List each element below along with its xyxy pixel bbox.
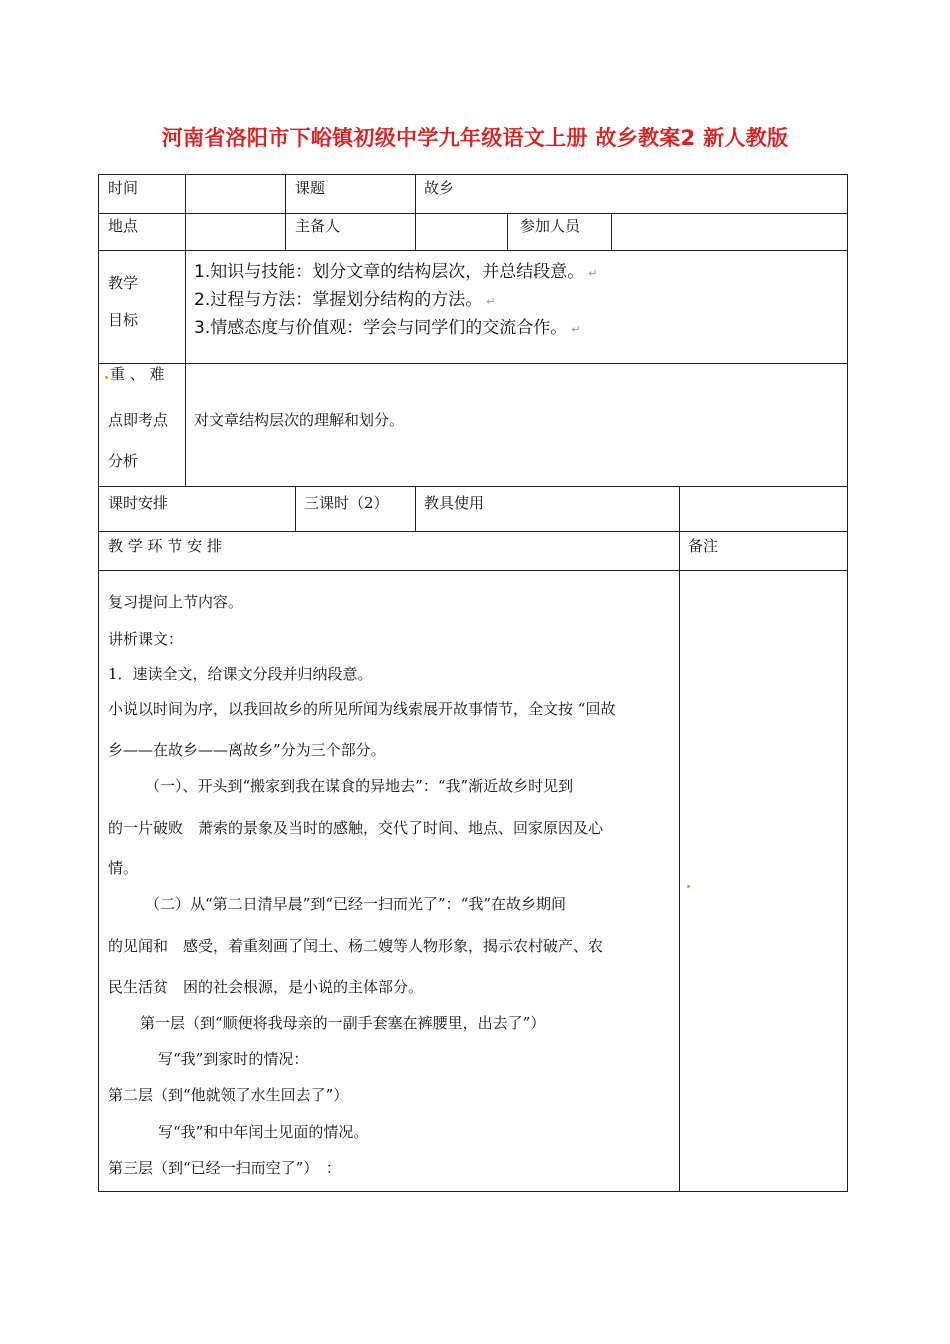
col-divider [185, 175, 186, 486]
body-line: 小说以时间为序，以我回故乡的所见所闻为线索展开故事情节，全文按 “回故 [108, 700, 616, 718]
topic-value: 故乡 [424, 179, 455, 197]
col-divider [611, 213, 612, 250]
focus-content: 对文章结构层次的理解和划分。 [194, 411, 405, 429]
goals-label-line-1: 教学 [108, 274, 139, 292]
body-line: 的一片破败 萧索的景象及当时的感触，交代了时间、地点、回家原因及心 [108, 819, 604, 837]
return-mark-icon: ↵ [486, 295, 496, 308]
body-line: 的见闻和 感受，着重刻画了闰土、杨二嫂等人物形象，揭示农村破产、农 [108, 937, 604, 955]
row-divider [99, 531, 847, 532]
arrangement-label: 教 学 环 节 安 排 [108, 537, 222, 555]
body-line: 第二层（到“他就领了水生回去了”） [108, 1086, 349, 1104]
participants-label: 参加人员 [520, 217, 581, 235]
goal-item-2: 2.过程与方法：掌握划分结构的方法。 ↵ [194, 290, 496, 310]
return-mark-icon: ↵ [571, 323, 581, 336]
body-line: 1．速读全文，给课文分段并归纳段意。 [108, 665, 373, 683]
col-divider [285, 175, 286, 250]
body-line: 情。 [108, 859, 139, 877]
schedule-label: 课时安排 [108, 494, 169, 512]
body-line: 乡——在故乡——离故乡”分为三个部分。 [108, 741, 386, 759]
body-line: 写“我”到家时的情况： [158, 1050, 309, 1068]
goals-label-line-2: 目标 [108, 311, 139, 329]
col-divider [415, 486, 416, 531]
body-line: 第一层（到“顺便将我母亲的一副手套塞在裤腰里，出去了”） [140, 1014, 546, 1032]
col-divider [679, 486, 680, 1192]
marker-dot [687, 885, 690, 888]
focus-label-line-1: 重 、 难 [110, 365, 165, 383]
row-divider [99, 363, 847, 364]
notes-label: 备注 [688, 537, 719, 555]
focus-label-line-2: 点即考点 [108, 411, 169, 429]
return-mark-icon: ↵ [588, 267, 598, 280]
row-divider [99, 250, 847, 251]
goal-item-3: 3.情感态度与价值观：学会与同学们的交流合作。 ↵ [194, 318, 581, 338]
marker-dot [105, 376, 108, 379]
row-divider [99, 213, 847, 214]
time-label: 时间 [108, 179, 139, 197]
row-divider [99, 570, 847, 571]
body-line: 复习提问上节内容。 [108, 593, 244, 611]
body-line: 民生活贫 困的社会根源，是小说的主体部分。 [108, 978, 424, 996]
body-line: （一）、开头到“搬家到我在谋食的异地去”：“我”渐近故乡时见到 [145, 777, 574, 795]
col-divider [415, 175, 416, 250]
focus-label-line-3: 分析 [108, 452, 139, 470]
location-label: 地点 [108, 217, 139, 235]
body-line: 写“我”和中年闰土见面的情况。 [158, 1123, 369, 1141]
document-title: 河南省洛阳市下峪镇初级中学九年级语文上册 故乡教案2 新人教版 [161, 126, 789, 150]
topic-label: 课题 [295, 179, 326, 197]
row-divider [99, 486, 847, 487]
preparer-label: 主备人 [295, 217, 341, 235]
schedule-value: 三课时（2） [304, 494, 389, 512]
body-line: （二）从“第二日清早晨”到“已经一扫而光了”：“我”在故乡期间 [145, 895, 567, 913]
goal-item-1: 1.知识与技能：划分文章的结构层次，并总结段意。 ↵ [194, 262, 598, 282]
tools-label: 教具使用 [424, 494, 485, 512]
body-line: 第三层（到“已经一扫而空了”） ： [108, 1159, 341, 1177]
body-line: 讲析课文： [108, 630, 184, 648]
col-divider [507, 213, 508, 250]
col-divider [295, 486, 296, 531]
